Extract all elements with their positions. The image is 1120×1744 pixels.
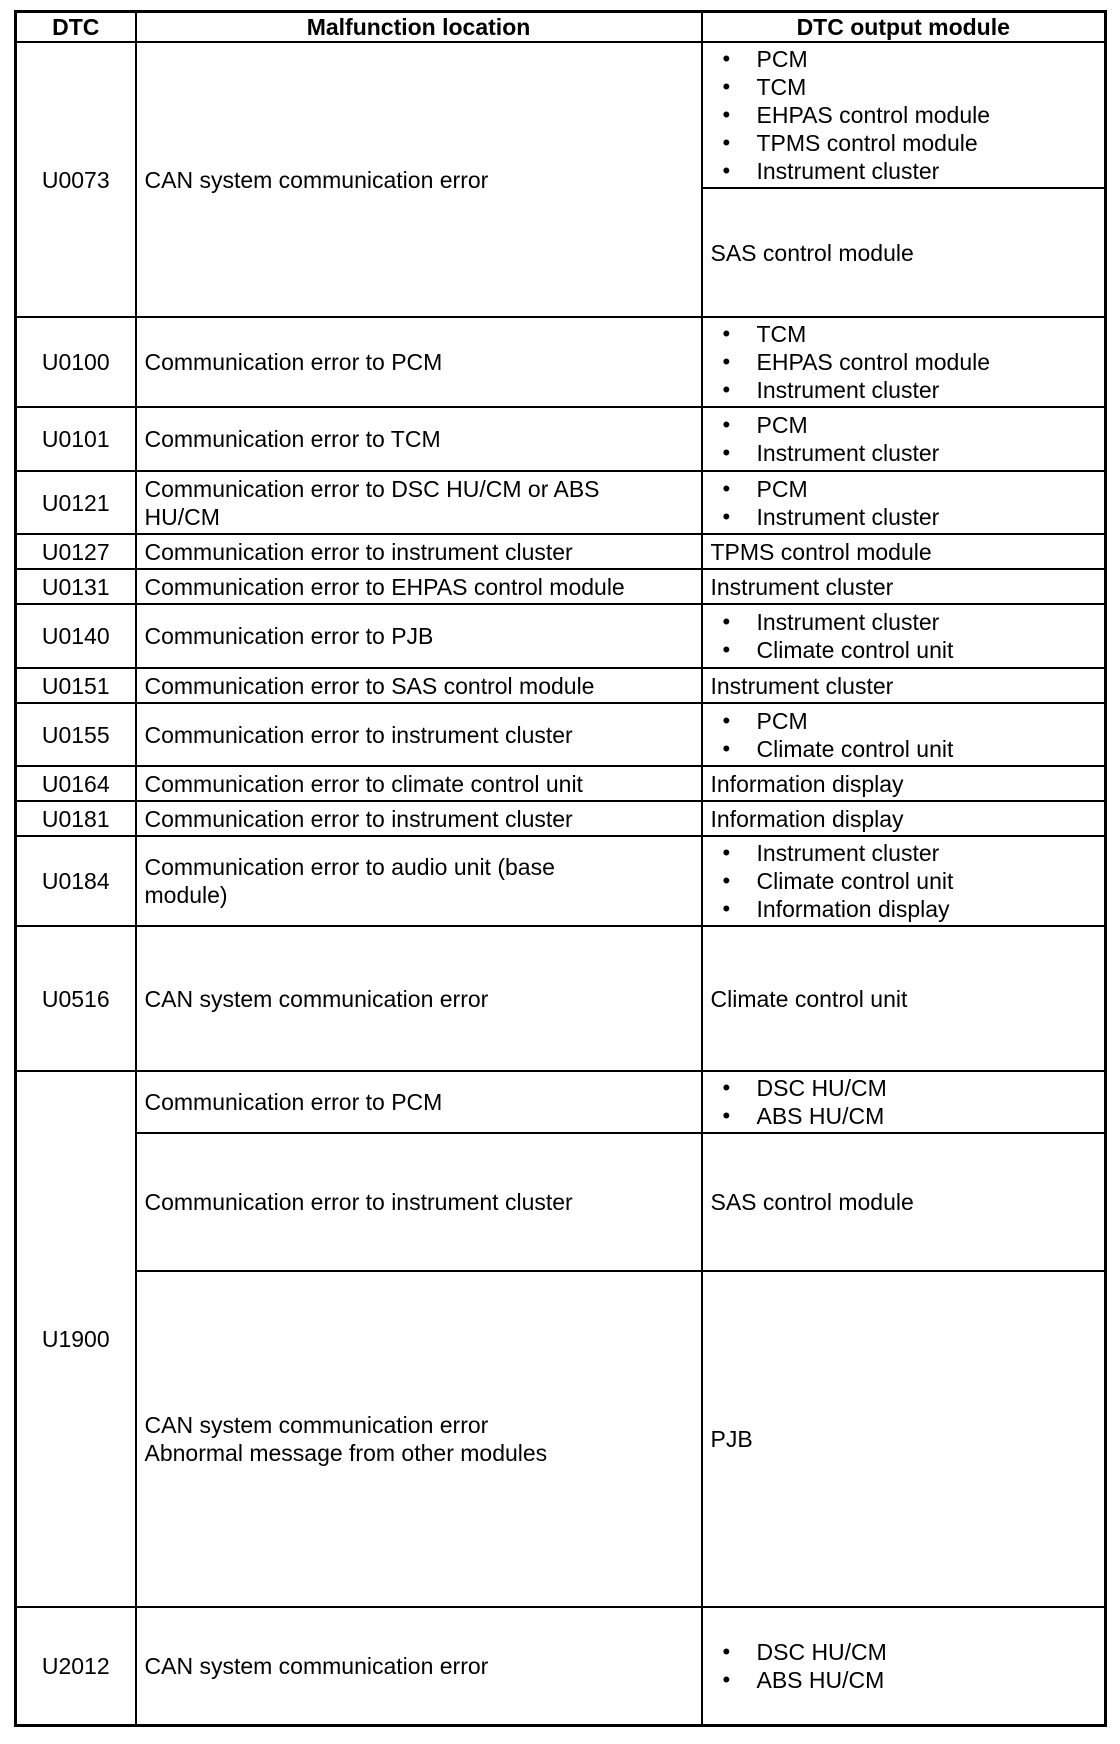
location-line: Communication error to audio unit (base [144,854,555,880]
table-row [16,569,1106,604]
output-module: Instrument cluster [702,569,1106,604]
malfunction-location: Communication error to EHPAS control module [136,569,702,604]
malfunction-location: CAN system communication error [136,926,702,1071]
table-row [16,317,1106,407]
output-module: TPMS control module [702,534,1106,569]
output-module: • ABS HU/CM [723,1102,1097,1130]
dtc-table-page [14,10,1104,1727]
output-module: • PCM [723,707,1097,735]
output-module-list [702,1071,1106,1133]
table-row [16,1071,1106,1133]
output-module: • Climate control unit [723,735,1097,763]
table-row [16,703,1106,766]
output-module: • Information display [723,895,1097,923]
output-module: Instrument cluster [702,668,1106,703]
output-module: • Climate control unit [723,636,1097,664]
table-row [16,534,1106,569]
output-module: SAS control module [702,188,1106,317]
table-row [16,926,1106,1071]
output-module: • DSC HU/CM [723,1638,1097,1666]
table-row [16,836,1106,926]
dtc-code: U0164 [16,766,136,801]
output-module: • Climate control unit [723,867,1097,895]
dtc-code: U0100 [16,317,136,407]
dtc-code: U0073 [16,42,136,317]
malfunction-location: Communication error to instrument cluster [136,703,702,766]
output-module: • EHPAS control module [723,348,1097,376]
location-line: module) [144,882,228,908]
malfunction-location [136,836,702,926]
dtc-code: U1900 [16,1071,136,1607]
output-module: • DSC HU/CM [723,1074,1097,1102]
output-module: • ABS HU/CM [723,1666,1097,1694]
malfunction-location [136,471,702,534]
output-module: • TCM [723,73,1097,101]
output-module: • Instrument cluster [723,839,1097,867]
table-row [16,801,1106,836]
location-line: HU/CM [144,503,220,530]
dtc-code: U0131 [16,569,136,604]
dtc-code: U0121 [16,471,136,534]
output-module: • TPMS control module [723,129,1097,157]
malfunction-location: Communication error to instrument cluster [136,1133,702,1271]
malfunction-location: Communication error to PCM [136,1071,702,1133]
output-module-list [702,407,1106,471]
output-module: Climate control unit [702,926,1106,1071]
output-module: • Instrument cluster [723,608,1097,636]
table-row [16,668,1106,703]
output-module: • TCM [723,320,1097,348]
output-module-list [702,317,1106,407]
table-row [16,604,1106,668]
header-location: Malfunction location [136,12,702,43]
output-module: SAS control module [702,1133,1106,1271]
location-line: Communication error to DSC HU/CM or ABS [144,475,600,502]
output-module-list [702,1607,1106,1725]
header-row [16,12,1106,43]
dtc-table [14,10,1107,1727]
malfunction-location: CAN system communication error [136,42,702,317]
dtc-code: U0127 [16,534,136,569]
dtc-code: U0516 [16,926,136,1071]
output-module: • Instrument cluster [723,439,1097,467]
output-module: • PCM [723,475,1097,503]
malfunction-location: Communication error to instrument cluster [136,534,702,569]
output-module-list [702,471,1106,534]
malfunction-location [136,1271,702,1607]
output-module: • PCM [723,45,1097,73]
dtc-code: U0101 [16,407,136,471]
table-row [16,766,1106,801]
dtc-code: U2012 [16,1607,136,1725]
output-module-list [702,42,1106,188]
table-row [16,407,1106,471]
table-row [16,1133,1106,1271]
header-output: DTC output module [702,12,1106,43]
location-line: CAN system communication error [144,1412,489,1438]
output-module-list [702,604,1106,668]
table-row [16,42,1106,188]
malfunction-location: Communication error to SAS control module [136,668,702,703]
malfunction-location: CAN system communication error [136,1607,702,1725]
output-module: PJB [702,1271,1106,1607]
output-module: • Instrument cluster [723,157,1097,185]
location-line: Abnormal message from other modules [144,1440,548,1466]
output-module: Information display [702,766,1106,801]
output-module-list [702,836,1106,926]
malfunction-location: Communication error to PCM [136,317,702,407]
dtc-code: U0140 [16,604,136,668]
dtc-code: U0155 [16,703,136,766]
output-module: • Instrument cluster [723,503,1097,531]
malfunction-location: Communication error to instrument cluster [136,801,702,836]
dtc-code: U0151 [16,668,136,703]
table-row [16,471,1106,534]
output-module: • Instrument cluster [723,376,1097,404]
output-module-list [702,703,1106,766]
malfunction-location: Communication error to TCM [136,407,702,471]
header-dtc: DTC [16,12,136,43]
table-row [16,1607,1106,1725]
malfunction-location: Communication error to PJB [136,604,702,668]
dtc-code: U0181 [16,801,136,836]
output-module: • EHPAS control module [723,101,1097,129]
table-row [16,1271,1106,1607]
output-module: • PCM [723,411,1097,439]
malfunction-location: Communication error to climate control unit [136,766,702,801]
dtc-code: U0184 [16,836,136,926]
output-module: Information display [702,801,1106,836]
